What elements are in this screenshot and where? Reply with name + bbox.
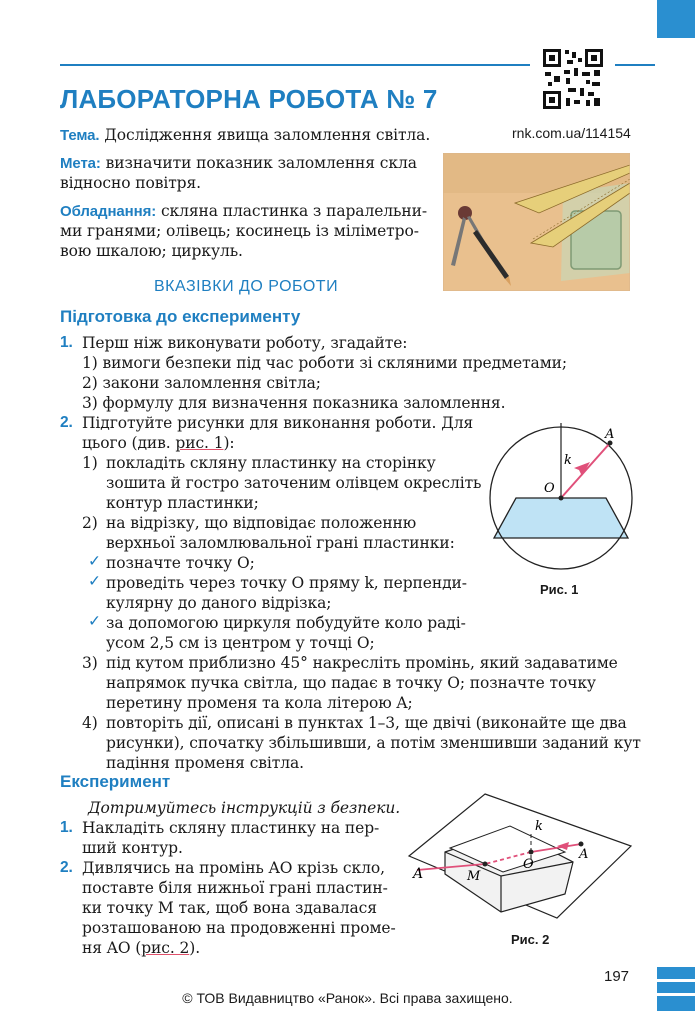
goal-text-1: визначити показник заломлення скла — [105, 154, 417, 172]
resource-link[interactable]: rnk.com.ua/114154 — [512, 125, 631, 141]
page-tab-top — [657, 0, 695, 38]
exp-item1-num: 1. — [60, 819, 73, 836]
sub1-line3: контур пластинки; — [106, 494, 259, 512]
check1-text: позначте точку O; — [106, 554, 255, 572]
sub2-line2: верхньої заломлювальної грані пластинки: — [106, 534, 455, 552]
guidelines-heading: ВКАЗІВКИ ДО РОБОТИ — [154, 278, 339, 295]
figure-1-caption: Рис. 1 — [540, 582, 579, 597]
sub3-num: 3) — [82, 654, 98, 672]
fig2-label-A-image: A — [413, 866, 424, 882]
figure-2 — [405, 790, 637, 955]
sub4-line2: рисунки), спочатку збільшивши, а потім зменшивши заданий кут — [106, 734, 641, 752]
check-icon: ✓ — [88, 612, 101, 630]
exp-item2-line5c: ). — [189, 939, 201, 957]
header-rule-right — [615, 64, 655, 66]
fig2-label-O: O — [523, 857, 534, 872]
sub4-line3: падіння променя світла. — [106, 754, 304, 772]
figure-1-diagram — [486, 420, 636, 570]
sub4-num: 4) — [82, 714, 98, 732]
exp-item1-line1: Накладіть скляну пластинку на пер- — [82, 819, 380, 837]
sub1-line2: зошита й гостро заточеним олівцем окресліть — [106, 474, 482, 492]
prep-item2-line1: Підготуйте рисунки для виконання роботи. Для — [82, 414, 474, 432]
equipment-text-2: ми гранями; олівець; косинець із міліметро- — [60, 222, 419, 240]
exp-item2-line4: розташованою на продовженні проме- — [82, 919, 396, 937]
prep-item1-num: 1. — [60, 334, 73, 351]
prep-item1-line2: 1) вимоги безпеки під час роботи зі скляними предметами; — [82, 354, 568, 372]
qr-code-icon[interactable] — [542, 48, 604, 110]
exp-item2-num: 2. — [60, 859, 73, 876]
page-title: ЛАБОРАТОРНА РОБОТА № 7 — [60, 84, 438, 114]
fig1-label-O: O — [544, 481, 555, 496]
prep-item2-line2a: цього (див. — [82, 434, 176, 452]
safety-note: Дотримуйтесь інструкцій з безпеки. — [88, 799, 401, 817]
sub3-line2: напрямок пучка світла, що падає в точку O; позначте точку — [106, 674, 596, 692]
check3-line2: усом 2,5 см із центром у точці O; — [106, 634, 375, 652]
topic-text: Дослідження явища заломлення світла. — [104, 126, 431, 144]
topic-label: Тема. — [60, 127, 100, 144]
exp-item2-line5a: ня AO ( — [82, 939, 142, 957]
equipment-text-3: вою шкалою; циркуль. — [60, 242, 243, 260]
sub2-line1: на відрізку, що відповідає положенню — [106, 514, 417, 532]
exp-item2-line1: Дивлячись на промінь AO крізь скло, — [82, 859, 385, 877]
sub3-line3: перетину променя та кола літерою A; — [106, 694, 413, 712]
equipment-label: Обладнання: — [60, 203, 157, 220]
sub2-num: 2) — [82, 514, 98, 532]
sub1-line1: покладіть скляну пластинку на сторінку — [106, 454, 436, 472]
sub4-line1: повторіть дії, описані в пунктах 1–3, ще двічі (виконайте ще два — [106, 714, 627, 732]
equipment-text-1: скляна пластинка з паралельни- — [160, 202, 427, 220]
check2-line1: проведіть через точку O пряму k, перпенди- — [106, 574, 467, 592]
equipment-photo — [443, 153, 630, 291]
check-icon: ✓ — [88, 572, 101, 590]
fig2-ref-link[interactable]: рис. 2 — [141, 939, 190, 957]
figure-1 — [486, 420, 636, 610]
sub1-num: 1) — [82, 454, 98, 472]
check3-line1: за допомогою циркуля побудуйте коло раді- — [106, 614, 466, 632]
prep-item2-line2c: ): — [223, 434, 235, 452]
prep-item1-line3: 2) закони заломлення світла; — [82, 374, 321, 392]
prep-item1-line4: 3) формулу для визначення показника заломлення. — [82, 394, 506, 412]
fig2-label-k: k — [535, 819, 543, 834]
sub3-line1: під кутом приблизно 45° накресліть промінь, який задаватиме — [106, 654, 618, 672]
check-icon: ✓ — [88, 552, 101, 570]
exp-item1-line2: ший контур. — [82, 839, 183, 857]
header-rule — [60, 64, 530, 66]
fig1-label-k: k — [564, 453, 572, 468]
goal-text-2: відносно повітря. — [60, 174, 202, 192]
figure-2-diagram — [405, 790, 637, 920]
prep-item2-num: 2. — [60, 414, 73, 431]
goal-label: Мета: — [60, 155, 101, 172]
fig2-label-A: A — [579, 847, 589, 862]
prep-item1-line1: Перш ніж виконувати роботу, згадайте: — [82, 334, 408, 352]
fig1-ref-link[interactable]: рис. 1 — [175, 434, 224, 452]
exp-item2-line3: ки точку M так, щоб вона здавалася — [82, 899, 377, 917]
page-number: 197 — [604, 968, 630, 985]
fig2-label-M: M — [467, 869, 481, 884]
experiment-heading: Експеримент — [60, 772, 171, 791]
fig1-label-A: A — [605, 427, 615, 442]
exp-item2-line2: поставте біля нижньої грані пластин- — [82, 879, 388, 897]
copyright-footer: © ТОВ Видавництво «Ранок». Всі права захищено. — [182, 990, 513, 1006]
figure-2-caption: Рис. 2 — [511, 932, 550, 947]
check2-line2: кулярну до даного відрізка; — [106, 594, 332, 612]
prep-heading: Підготовка до експерименту — [60, 307, 301, 326]
